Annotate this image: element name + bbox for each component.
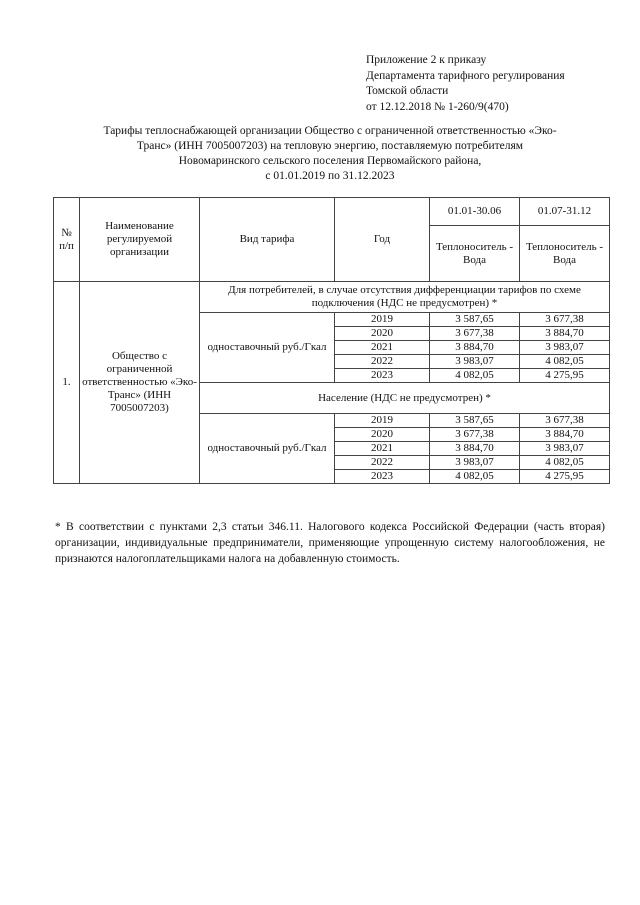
value-cell: 3 983,07 <box>520 341 610 355</box>
value-cell: 3 677,38 <box>520 414 610 428</box>
value-cell: 3 983,07 <box>520 442 610 456</box>
header-tariff-type: Вид тарифа <box>200 198 335 282</box>
section-row <box>54 282 610 313</box>
tariff-type: одноставочный руб./Гкал <box>200 313 335 383</box>
header-row <box>54 198 610 226</box>
header-period-1: 01.01-30.06 <box>430 198 520 226</box>
year-cell: 2023 <box>335 470 430 484</box>
value-cell: 3 587,65 <box>430 313 520 327</box>
header-org: Наименование регулируемой организации <box>80 198 200 282</box>
header-num: № п/п <box>54 198 80 282</box>
value-cell: 3 677,38 <box>430 428 520 442</box>
appendix-line: от 12.12.2018 № 1-260/9(470) <box>366 100 509 113</box>
document-title <box>60 124 600 184</box>
organization-name: Общество с ограниченной ответственностью «Эко-Транс» (ИНН 7005007203) <box>80 282 200 484</box>
value-cell: 3 884,70 <box>430 442 520 456</box>
value-cell: 4 275,95 <box>520 369 610 383</box>
year-cell: 2022 <box>335 355 430 369</box>
value-cell: 3 884,70 <box>520 327 610 341</box>
header-carrier-1: Теплоноситель - Вода <box>430 226 520 282</box>
year-cell: 2019 <box>335 313 430 327</box>
header-year: Год <box>335 198 430 282</box>
value-cell: 4 082,05 <box>520 355 610 369</box>
value-cell: 3 587,65 <box>430 414 520 428</box>
title-line: Тарифы теплоснабжающей организации Общество с ограниченной ответственностью «Эко- <box>103 125 557 137</box>
title-line: с 01.01.2019 по 31.12.2023 <box>265 170 395 182</box>
year-cell: 2019 <box>335 414 430 428</box>
header-period-2: 01.07-31.12 <box>520 198 610 226</box>
value-cell: 3 677,38 <box>430 327 520 341</box>
value-cell: 4 275,95 <box>520 470 610 484</box>
tariff-table <box>53 197 610 484</box>
appendix-block <box>366 53 626 115</box>
title-line: Транс» (ИНН 7005007203) на тепловую энергию, поставляемую потребителям <box>136 140 524 152</box>
title-line: Новомаринского сельского поселения Первомайского района, <box>178 155 482 167</box>
year-cell: 2021 <box>335 341 430 355</box>
value-cell: 3 884,70 <box>520 428 610 442</box>
section-title: Для потребителей, в случае отсутствия дифференциации тарифов по схеме подключения (НДС не предусмотрен) * <box>200 282 610 313</box>
appendix-line: Приложение 2 к приказу <box>366 54 487 66</box>
tariff-type: одноставочный руб./Гкал <box>200 414 335 484</box>
footnote: * В соответствии с пунктами 2,3 статьи 346.11. Налогового кодекса Российской Федерации (часть вторая) организации, индивидуальные предприниматели, применяющие упрощенную систему налогообложения, не признаются налогоплательщиками налога на добавленную стоимость. <box>55 521 605 565</box>
header-carrier-2: Теплоноситель - Вода <box>520 226 610 282</box>
value-cell: 3 677,38 <box>520 313 610 327</box>
value-cell: 4 082,05 <box>520 456 610 470</box>
value-cell: 3 983,07 <box>430 456 520 470</box>
value-cell: 3 983,07 <box>430 355 520 369</box>
year-cell: 2020 <box>335 327 430 341</box>
value-cell: 4 082,05 <box>430 369 520 383</box>
appendix-line: Томской области <box>366 85 449 97</box>
year-cell: 2021 <box>335 442 430 456</box>
year-cell: 2022 <box>335 456 430 470</box>
section-title: Население (НДС не предусмотрен) * <box>200 383 610 414</box>
value-cell: 4 082,05 <box>430 470 520 484</box>
year-cell: 2020 <box>335 428 430 442</box>
row-number: 1. <box>54 282 80 484</box>
appendix-line: Департамента тарифного регулирования <box>366 69 565 82</box>
year-cell: 2023 <box>335 369 430 383</box>
value-cell: 3 884,70 <box>430 341 520 355</box>
